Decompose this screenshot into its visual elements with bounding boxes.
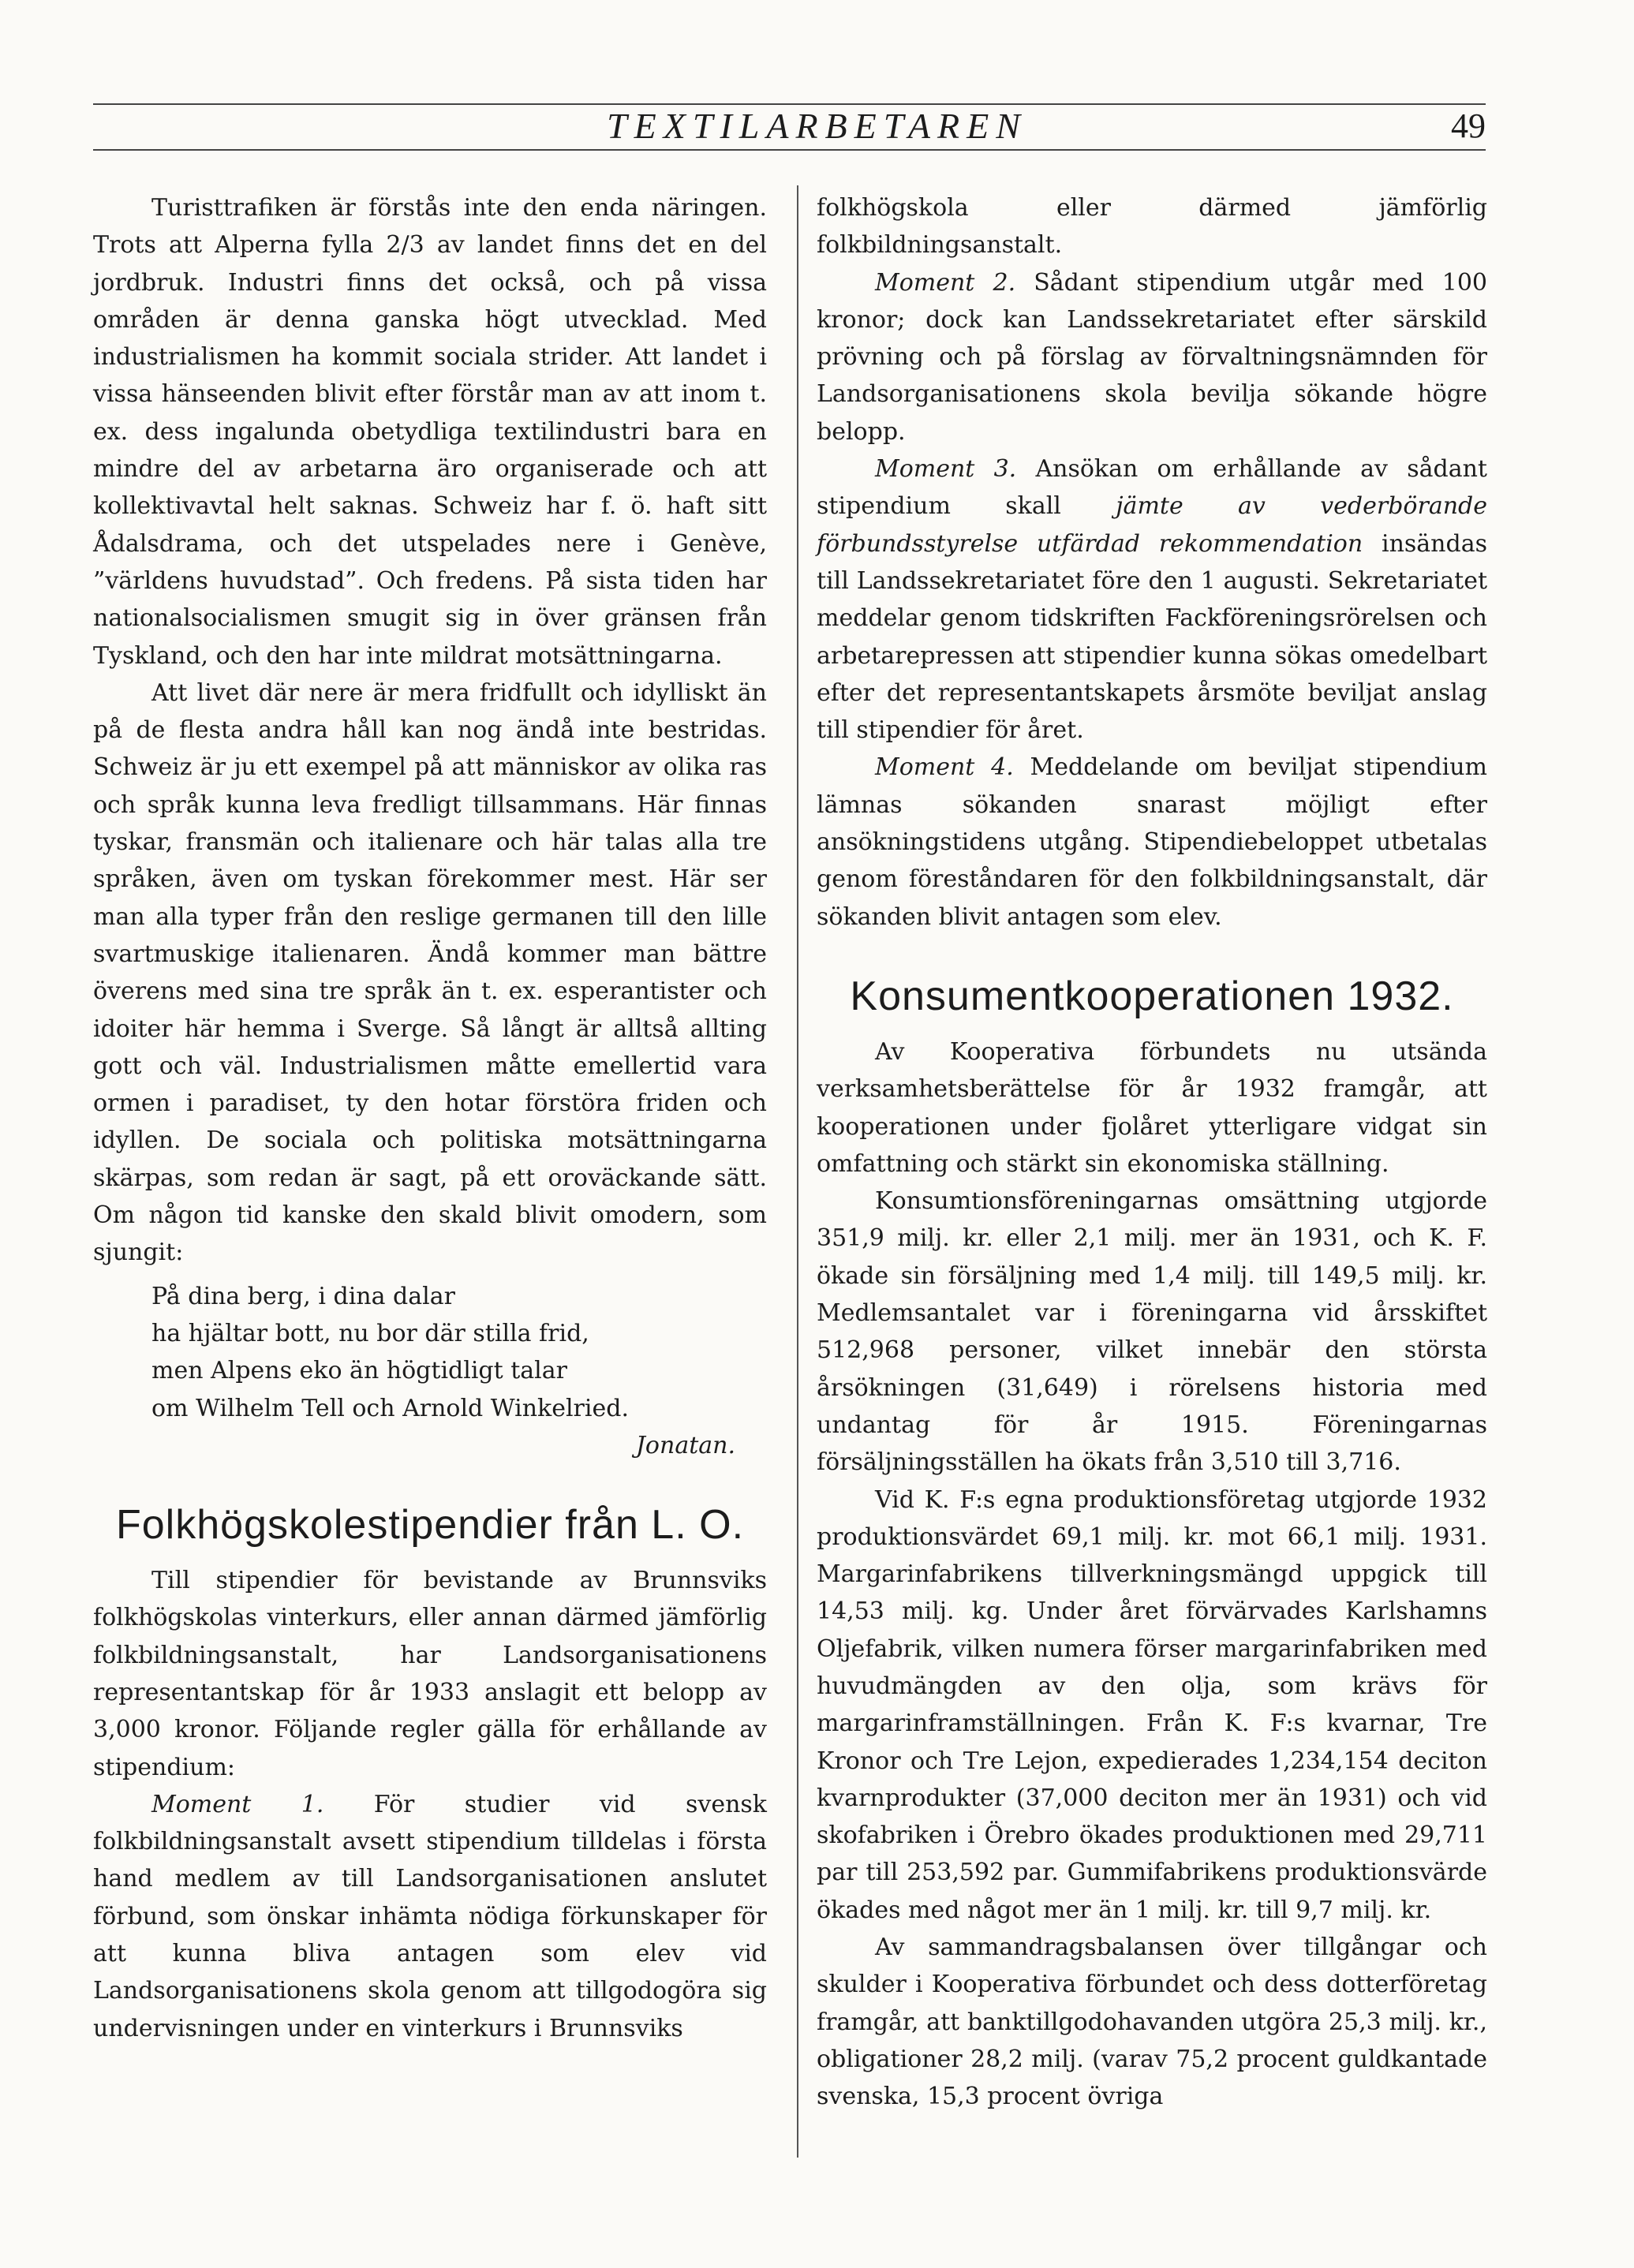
running-title: TEXTILARBETAREN [607,106,1027,146]
moment-text: För studier vid svensk folkbildningsanstalt avsett stipendium tilldelas i första hand medlem av till Landsorganisationen anslutet förbund, som önskar inhämta nödiga förkunskaper för att kunna bliva antagen som elev vid Landsorganisationens skola genom att tillgodogöra sig undervisningen under en vinterkurs i Brunnsviks [93,1790,767,2042]
moment-paragraph [817,450,1487,749]
left-column [93,189,767,2047]
moment-text: Ansökan om erhållande av sådant stipendium skall [817,455,1487,521]
moment-label: Moment 2. [875,268,1016,297]
moment-paragraph [93,1786,767,2047]
moment-text: Meddelande om beviljat stipendium lämnas sökanden snarast möjligt efter ansökningstidens utgång. Stipendiebeloppet utbetalas genom föreståndaren för den folkbildningsanstalt, där sökanden blivit antagen som elev. [817,753,1487,931]
article-paragraph: Av sammandragsbalansen över tillgångar och skulder i Kooperativa förbundet och dess dotterföretag framgår, att banktillgodohavanden utgöra 25,3 milj. kr., obligationer 28,2 milj. (varav 75,2 procent guldkantade svenska, 15,3 procent övriga [817,1934,1487,2111]
moment-paragraph [817,264,1487,450]
author-signature: Jonatan. [635,1431,735,1459]
moment-paragraph [817,749,1487,935]
column-divider [797,185,798,2158]
verse-line: ha hjältar bott, nu bor där stilla frid, [151,1319,589,1347]
verse-line: men Alpens eko än högtidligt talar [151,1357,567,1385]
article-paragraph: Konsumtionsföreningarnas omsättning utgjorde 351,9 milj. kr. eller 2,1 milj. mer än 1931, och K. F. ökade sin försäljning med 1,4 milj. till 149,5 milj. kr. Medlemsantalet var i föreningarna vid årsskiftet 512,968 personer, vilket innebär den största årsökningen (31,649) i rörelsens historia med undantag för år 1915. Föreningarnas försäljningsställen ha ökats från 3,510 till 3,716. [817,1187,1487,1477]
moment-label: Moment 4. [875,753,1014,782]
moment-label: Moment 3. [875,455,1017,484]
right-column [817,189,1487,2116]
article-paragraph: Av Kooperativa förbundets nu utsända verksamhetsberättelse för år 1932 framgår, att kooperationen under fjolåret ytterligare vidgat sin omfattning och stärkt sin ekonomiska ställning. [817,1037,1487,1178]
moment-text: Sådant stipendium utgår med 100 kronor; dock kan Landssekretariatet efter särskild prövning och på förslag av förvaltningsnämnden för Landsorganisationens skola bevilja sökande högre belopp. [817,268,1487,446]
continued-paragraph: folkhögskola eller därmed jämförlig folkbildningsanstalt. [817,194,1487,260]
article-paragraph: Till stipendier för bevistande av Brunnsviks folkhögskolas vinterkurs, eller annan därmed jämförlig folkbildningsanstalt, har Landsorganisationens representantskap för år 1933 anslagit ett belopp av 3,000 kronor. Följande regler gälla för erhållande av stipendium: [93,1567,767,1781]
article-paragraph: Vid K. F:s egna produktionsföretag utgjorde 1932 produktionsvärdet 69,1 milj. kr. mot 66,1 milj. 1931. Margarinfabrikens tillverkningsmängd uppgick till 14,53 milj. kg. Under året förvärvades Karlshamns Oljefabrik, vilken numera förser margarinfabriken med huvudmängden av den olja, som krävs för margarinframställningen. Från K. F:s kvarnar, Tre Kronor och Tre Lejon, expedierades 1,234,154 deciton kvarnprodukter (37,000 deciton mer än 1931) och vid skofabriken i Örebro ökades produktionen med 29,711 par till 253,592 par. Gummifabrikens produktionsvärde ökades med något mer än 1 milj. kr. till 9,7 milj. kr. [817,1485,1487,1924]
poem-verse [151,1278,767,1427]
moment-emphasis: jämte av vederbörande förbundsstyrelse utfärdad rekommendation [817,492,1487,558]
page-number: 49 [1451,106,1486,145]
article-paragraph: Att livet där nere är mera fridfullt och idylliskt än på de flesta andra håll kan nog ändå inte bestridas. Schweiz är ju ett exempel på att människor av olika ras och språk kunna leva fredligt tillsammans. Här finnas tyskar, fransmän och italienare och här talas alla tre språken, även om tyskan förekommer mest. Här ser man alla typer från den reslige germanen till den lille svartmuskige italienaren. Ändå kommer man bättre överens med sina tre språk än t. ex. esperantister och idoiter här hemma i Sverge. Så långt är alltså allting gott och väl. Industrialismen måtte emellertid vara ormen i paradiset, ty den hotar förstöra friden och idyllen. De sociala och politiska motsättningarna skärpas, som redan är sagt, på ett oroväckande sätt. Om någon tid kanske den skald blivit omodern, som sjungit: [93,678,767,1267]
article-heading: Konsumentkooperationen 1932. [850,973,1454,1019]
verse-line: På dina berg, i dina dalar [151,1282,455,1310]
article-heading: Folkhögskolestipendier från L. O. [115,1502,745,1549]
verse-line: om Wilhelm Tell och Arnold Winkelried. [151,1394,629,1422]
header-rule-bottom [93,149,1486,151]
moment-label: Moment 1. [151,1790,324,1818]
moment-text: insändas till Landssekretariatet före den 1 augusti. Sekretariatet meddelar genom tidskriften Fackföreningsrörelsen och arbetarepressen att stipendier kunna sökas omedelbart efter det representantskapets årsmöte beviljat anslag till stipendier för året. [817,529,1487,745]
article-paragraph: Turisttrafiken är förstås inte den enda näringen. Trots att Alperna fylla 2/3 av landet finns det en del jordbruk. Industri finns det också, och på vissa områden är denna ganska högt utvecklad. Med industrialismen ha kommit sociala strider. Att landet i vissa hänseenden blivit efter förstår man av att inom t. ex. dess ingalunda obetydliga textilindustri bara en mindre del av arbetarna äro organiserade och att kollektivavtal helt saknas. Schweiz har f. ö. haft sitt Ådalsdrama, och det utspelades nere i Genève, ”världens huvudstad”. Och fredens. På sista tiden har nationalsocialismen smugit sig in över gränsen från Tyskland, och den har inte mildrat motsättningarna. [93,194,767,670]
